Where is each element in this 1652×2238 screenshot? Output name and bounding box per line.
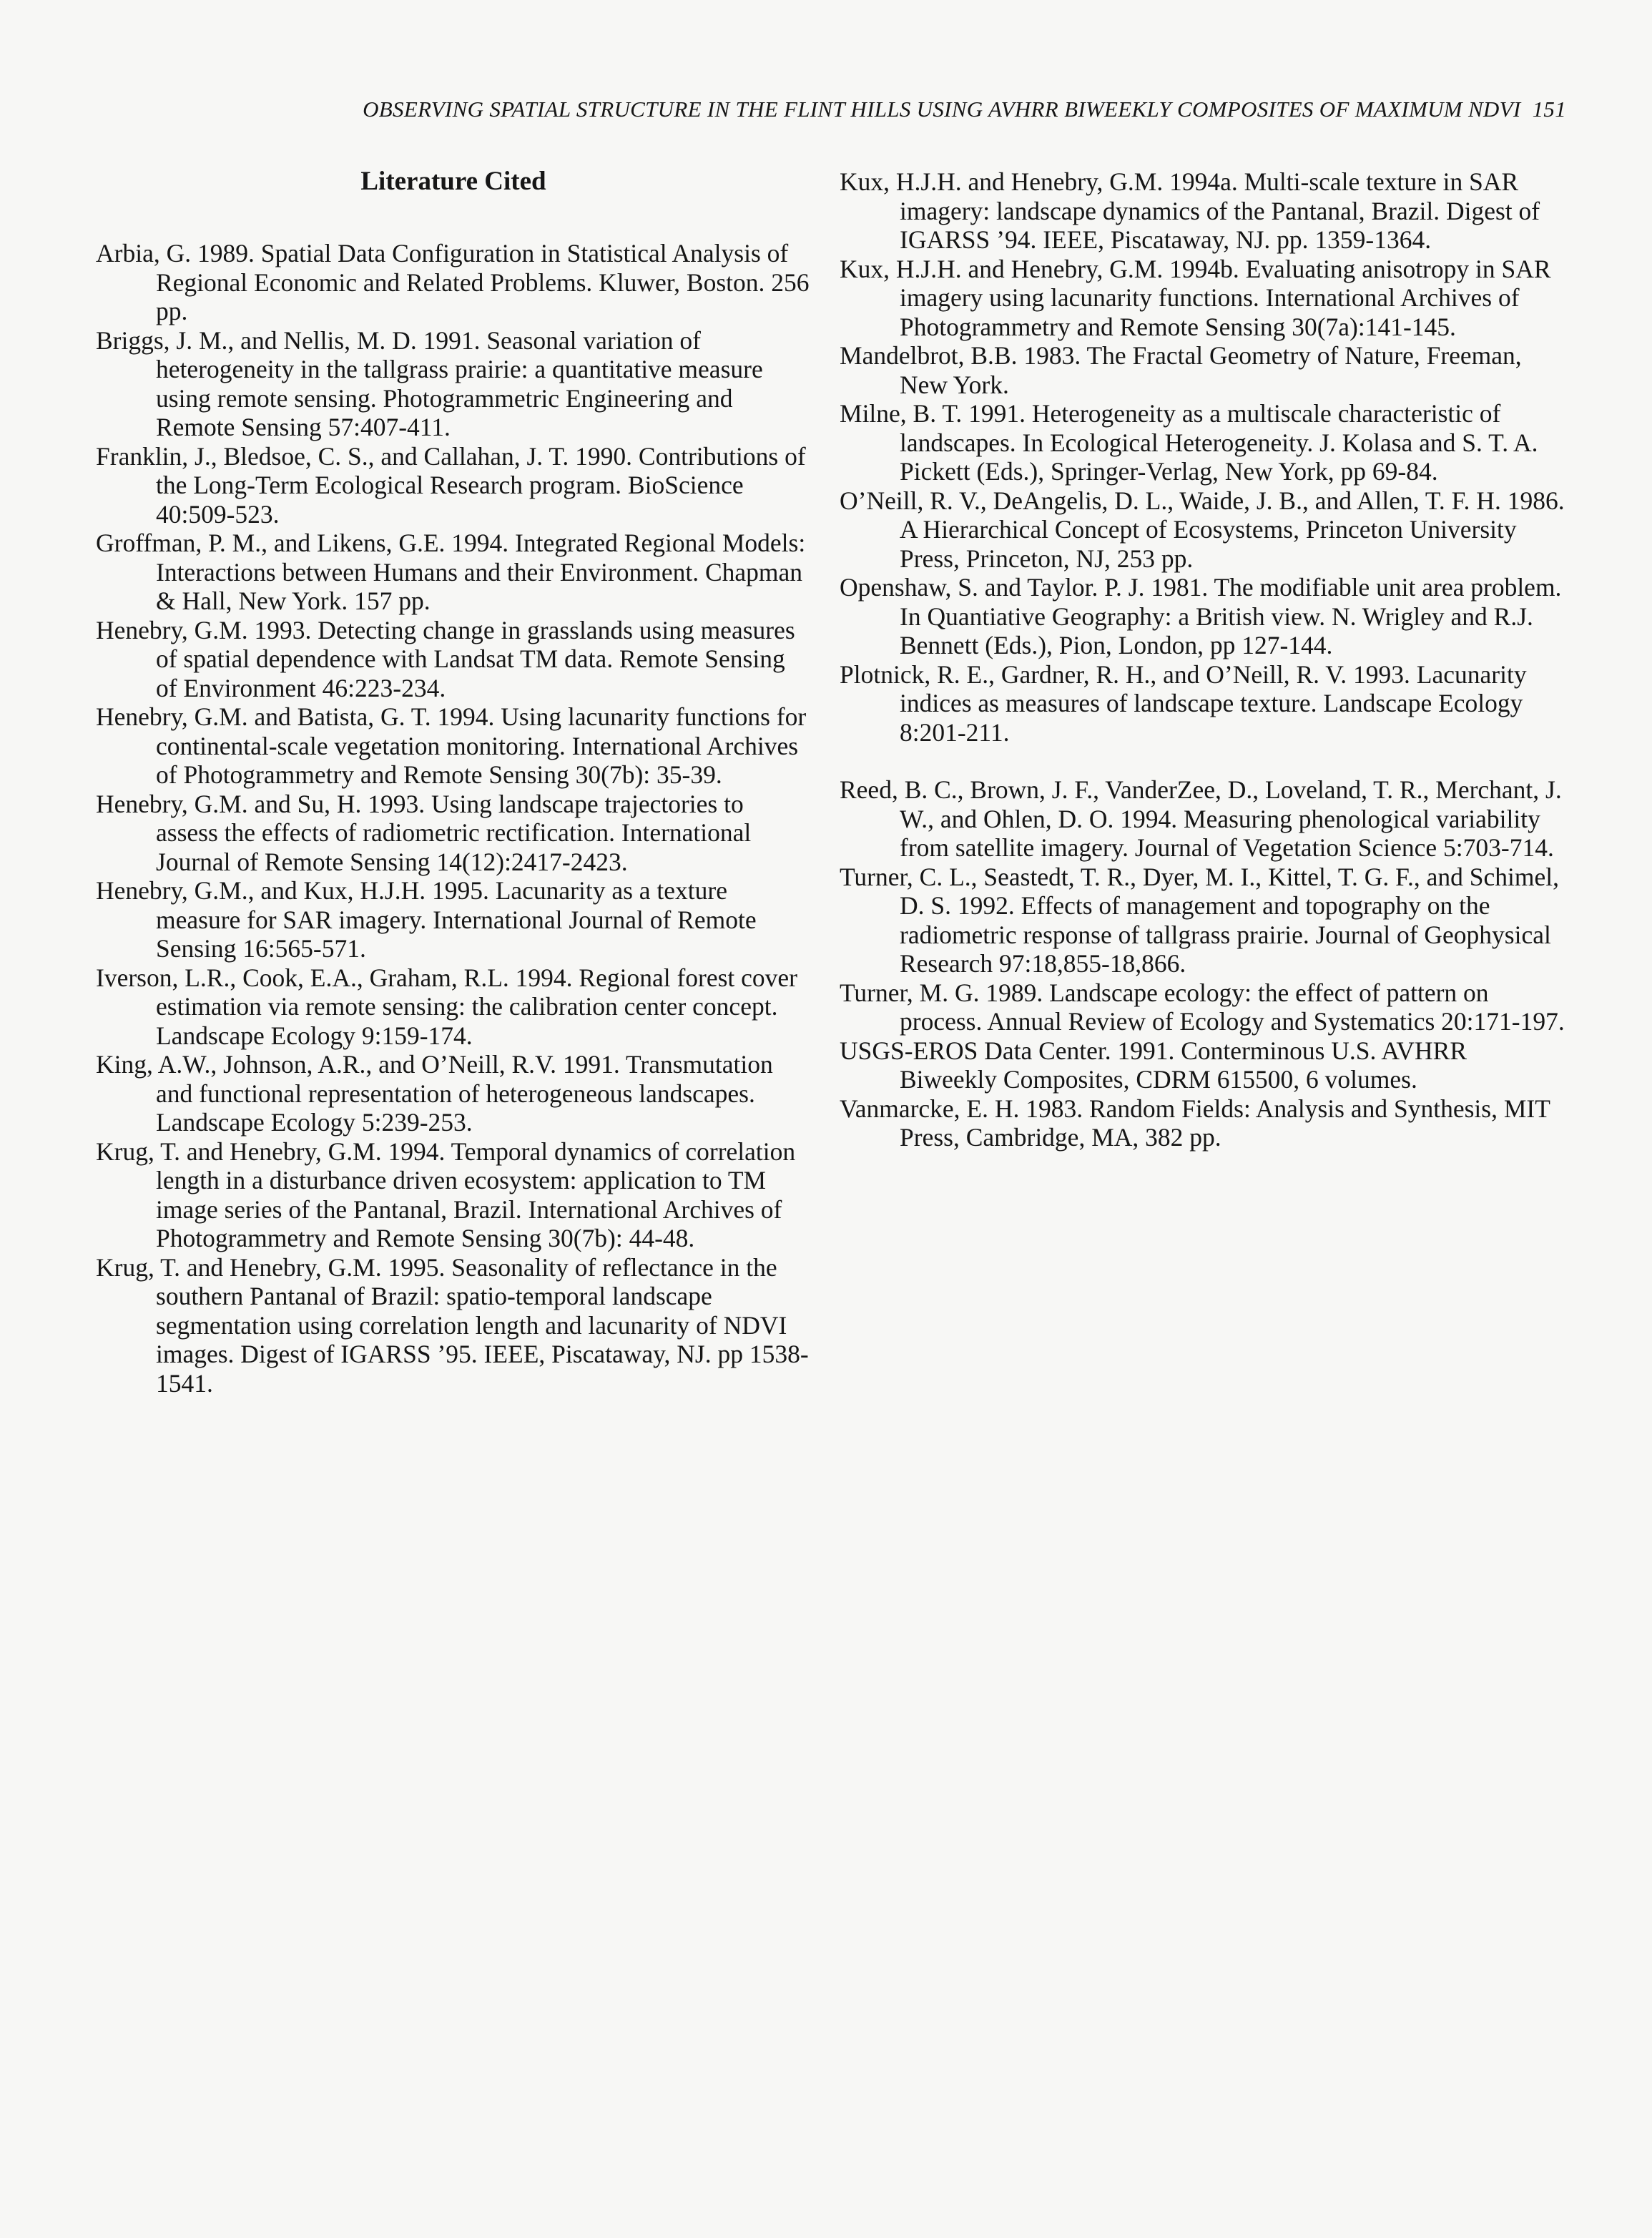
reference-entry: Iverson, L.R., Cook, E.A., Graham, R.L. 1994. Regional forest cover estimation via remote sensing: the calibration center concept. Landscape Ecology 9:159-174.	[96, 963, 797, 1050]
reference-entry: Henebry, G.M. and Su, H. 1993. Using landscape trajectories to assess the effects of radiometric rectification. International Journal of Remote Sensing 14(12):2417-2423.	[96, 789, 752, 876]
reference-entry: USGS-EROS Data Center. 1991. Conterminous U.S. AVHRR Biweekly Composites, CDRM 615500, 6 volumes.	[840, 1036, 1467, 1094]
reference-entry: Mandelbrot, B.B. 1983. The Fractal Geometry of Nature, Freeman, New York.	[840, 341, 1522, 399]
left-column	[96, 167, 811, 1398]
reference-entry: Milne, B. T. 1991. Heterogeneity as a multiscale characteristic of landscapes. In Ecological Heterogeneity. J. Kolasa and S. T. A. Pickett (Eds.), Springer-Verlag, New York, pp 69-84.	[840, 399, 1538, 486]
reference-entry: Turner, M. G. 1989. Landscape ecology: the effect of pattern on process. Annual Review of Ecology and Systematics 20:171-197.	[840, 978, 1565, 1036]
reference-entry: Henebry, G.M., and Kux, H.J.H. 1995. Lacunarity as a texture measure for SAR imagery. International Journal of Remote Sensing 16:565-571.	[96, 876, 757, 963]
reference-entry: Arbia, G. 1989. Spatial Data Configuration in Statistical Analysis of Regional Economic and Related Problems. Kluwer, Boston. 256 pp.	[96, 239, 810, 325]
right-column	[840, 167, 1569, 1152]
reference-entry: Henebry, G.M. 1993. Detecting change in grasslands using measures of spatial dependence with Landsat TM data. Remote Sensing of Environment 46:223-234.	[96, 615, 795, 702]
section-heading: Literature Cited	[360, 167, 546, 196]
reference-list-right	[840, 167, 1569, 1152]
reference-entry: Krug, T. and Henebry, G.M. 1995. Seasonality of reflectance in the southern Pantanal of Brazil: spatio-temporal landscape segmentation using correlation length and lacunarity of NDVI images. Digest of IGARSS ’95. IEEE, Piscataway, NJ. pp 1538-1541.	[96, 1252, 809, 1398]
reference-entry: Franklin, J., Bledsoe, C. S., and Callahan, J. T. 1990. Contributions of the Long-Term Ecological Research program. BioScience 40:509-523.	[96, 441, 806, 529]
running-header-title: OBSERVING SPATIAL STRUCTURE IN THE FLINT HILLS USING AVHRR BIWEEKLY COMPOSITES OF MAXIMUM NDVI	[363, 97, 1521, 122]
reference-entry: King, A.W., Johnson, A.R., and O’Neill, R.V. 1991. Transmutation and functional representation of heterogeneous landscapes. Landscape Ecology 5:239-253.	[96, 1050, 773, 1137]
reference-entry: Plotnick, R. E., Gardner, R. H., and O’Neill, R. V. 1993. Lacunarity indices as measures of landscape texture. Landscape Ecology 8:201-211.	[840, 659, 1527, 747]
reference-list-left	[96, 239, 811, 1398]
reference-entry: Vanmarcke, E. H. 1983. Random Fields: Analysis and Synthesis, MIT Press, Cambridge, MA, 382 pp.	[840, 1094, 1550, 1152]
reference-entry: Openshaw, S. and Taylor. P. J. 1981. The modifiable unit area problem. In Quantiative Geography: a British view. N. Wrigley and R.J. Bennett (Eds.), Pion, London, pp 127-144.	[840, 573, 1562, 659]
reference-entry: Groffman, P. M., and Likens, G.E. 1994. Integrated Regional Models: Interactions between Humans and their Environment. Chapman & Hall, New York. 157 pp.	[96, 529, 806, 615]
reference-entry: O’Neill, R. V., DeAngelis, D. L., Waide, J. B., and Allen, T. F. H. 1986. A Hierarchical Concept of Ecosystems, Princeton University Press, Princeton, NJ, 253 pp.	[840, 486, 1565, 573]
reference-entry: Reed, B. C., Brown, J. F., VanderZee, D., Loveland, T. R., Merchant, J. W., and Ohlen, D. O. 1994. Measuring phenological variability from satellite imagery. Journal of Vegetation Science 5:703-714.	[840, 775, 1562, 862]
page-number: 151	[1532, 97, 1566, 122]
reference-entry: Henebry, G.M. and Batista, G. T. 1994. Using lacunarity functions for continental-scale vegetation monitoring. International Archives of Photogrammetry and Remote Sensing 30(7b): 35-39.	[96, 702, 807, 789]
reference-entry: Krug, T. and Henebry, G.M. 1994. Temporal dynamics of correlation length in a disturbance driven ecosystem: application to TM image series of the Pantanal, Brazil. International Archives of Photogrammetry and Remote Sensing 30(7b): 44-48.	[96, 1137, 796, 1252]
reference-entry: Kux, H.J.H. and Henebry, G.M. 1994a. Multi-scale texture in SAR imagery: landscape dynamics of the Pantanal, Brazil. Digest of IGARSS ’94. IEEE, Piscataway, NJ. pp. 1359-1364.	[840, 167, 1540, 254]
running-header	[79, 97, 1566, 122]
reference-entry: Turner, C. L., Seastedt, T. R., Dyer, M. I., Kittel, T. G. F., and Schimel, D. S. 1992. Effects of management and topography on the radiometric response of tallgrass prairie. Journal of Geophysical Research 97:18,855-18,866.	[840, 862, 1559, 978]
reference-entry: Briggs, J. M., and Nellis, M. D. 1991. Seasonal variation of heterogeneity in the tallgrass prairie: a quantitative measure using remote sensing. Photogrammetric Engineering and Remote Sensing 57:407-411.	[96, 325, 763, 441]
reference-entry: Kux, H.J.H. and Henebry, G.M. 1994b. Evaluating anisotropy in SAR imagery using lacunarity functions. International Archives of Photogrammetry and Remote Sensing 30(7a):141-145.	[840, 254, 1551, 341]
